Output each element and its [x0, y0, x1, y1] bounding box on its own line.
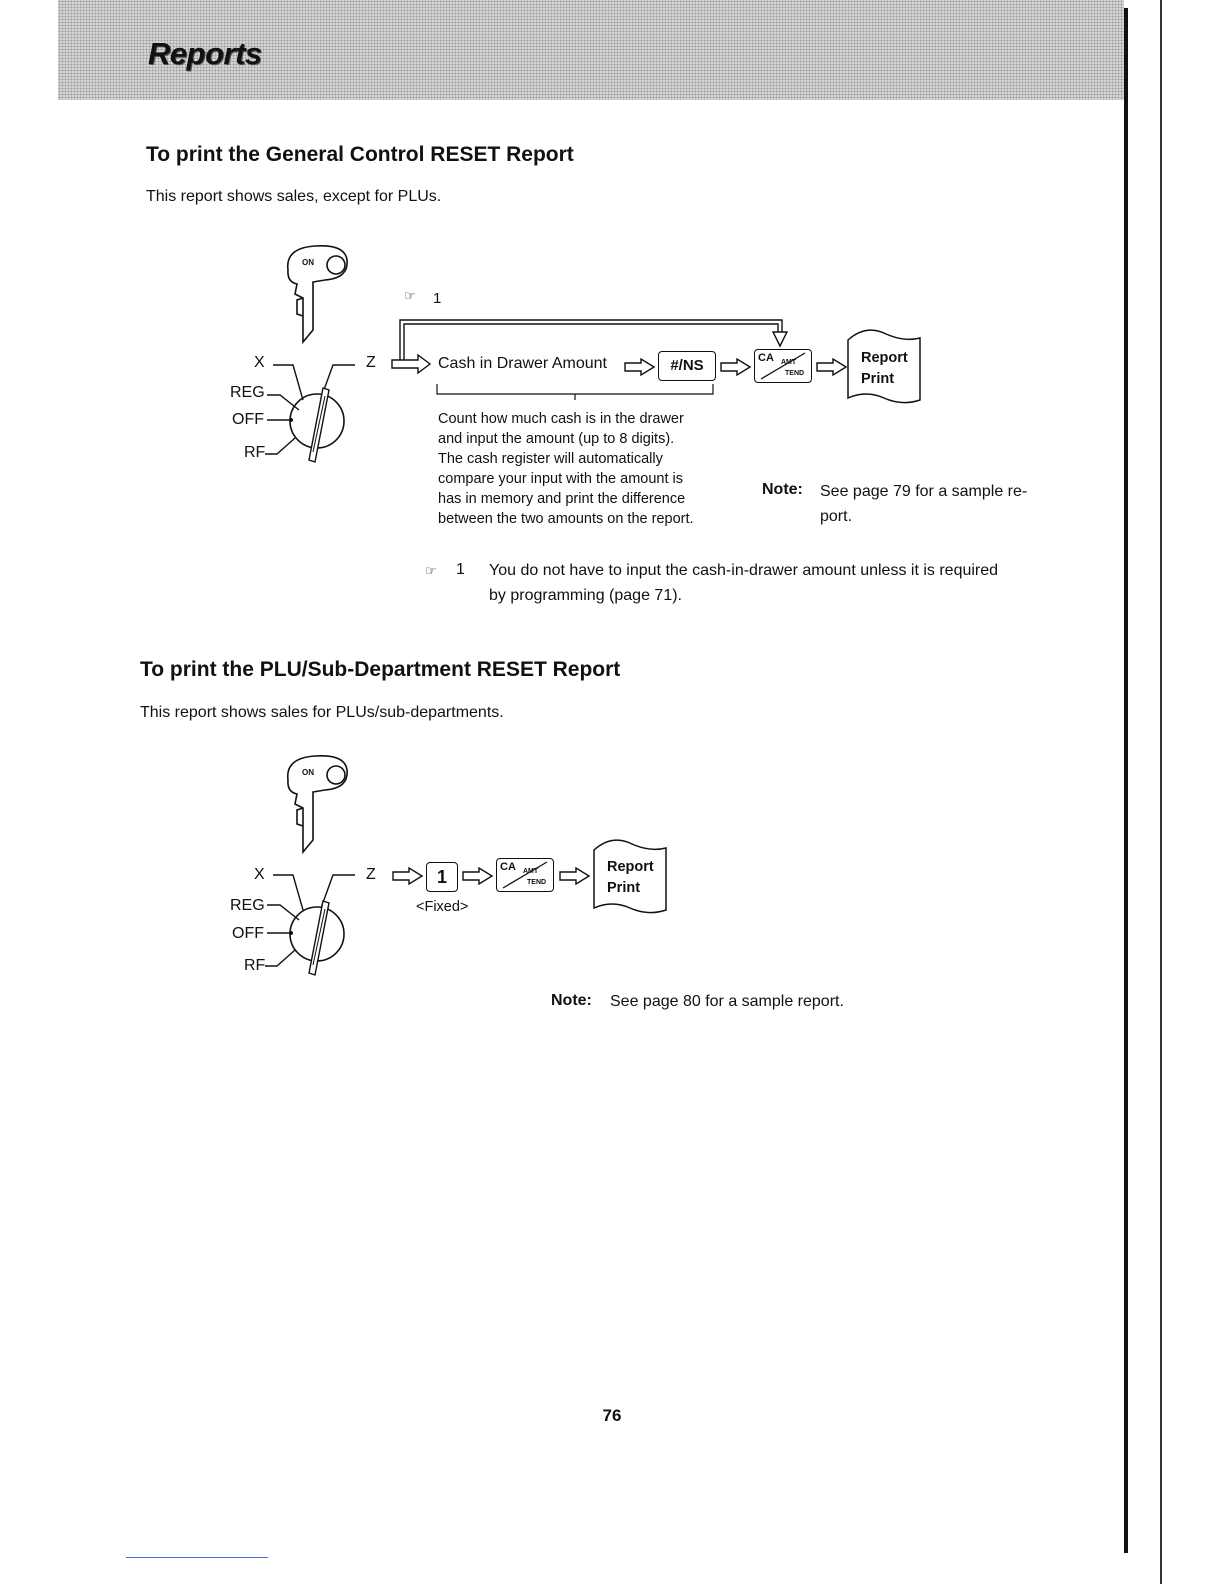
- switch-off-label: OFF: [232, 925, 264, 942]
- key-icon: [288, 246, 347, 342]
- switch-reg-label: REG: [230, 897, 265, 914]
- footnote-number: 1: [456, 561, 465, 578]
- explanation-bracket: [436, 382, 716, 400]
- arrow-right-icon: [392, 867, 424, 885]
- step-cash-in-drawer: Cash in Drawer Amount: [438, 355, 607, 372]
- switch-x-label: X: [254, 354, 265, 371]
- note-label-1: Note:: [762, 481, 803, 498]
- page-header-title: Reports: [148, 36, 262, 71]
- switch-z-label: Z: [366, 866, 376, 883]
- explanation-line-1: Count how much cash is in the drawer: [438, 411, 684, 427]
- reference-mark-1: 1: [433, 290, 442, 307]
- key-label-on-2: ON: [302, 768, 314, 777]
- arrow-right-icon: [720, 358, 752, 376]
- note-text-2: See page 80 for a sample report.: [610, 993, 844, 1010]
- explanation-line-5: has in memory and print the difference: [438, 491, 686, 507]
- arrow-right-icon: [624, 358, 656, 376]
- key-ca-label: CA: [500, 861, 516, 873]
- key-1-button[interactable]: 1: [426, 862, 458, 892]
- report-label-line2: Print: [861, 371, 895, 387]
- pointing-hand-icon: ☞: [404, 288, 416, 303]
- explanation-line-4: compare your input with the amount is: [438, 471, 684, 487]
- key-ca-amt-tend-button[interactable]: [754, 349, 812, 383]
- switch-rf-label: RF: [244, 444, 266, 461]
- right-edge-rule: [1160, 0, 1162, 1584]
- right-margin-rule: [1124, 8, 1128, 1553]
- page-number: 76: [602, 1406, 622, 1425]
- footnote-line-2: by programming (page 71).: [489, 587, 682, 604]
- key-tend-label: TEND: [527, 879, 547, 886]
- key-ca-label: CA: [758, 352, 774, 364]
- section2-intro: This report shows sales for PLUs/sub-departments.: [140, 704, 504, 721]
- explanation-line-6: between the two amounts on the report.: [438, 511, 694, 527]
- switch-off-label: OFF: [232, 411, 264, 428]
- key-ca-amt-tend-button[interactable]: [496, 858, 554, 892]
- fixed-label: <Fixed>: [416, 899, 469, 915]
- arrow-right-icon: [462, 867, 494, 885]
- mode-switch-diagram-2: [225, 748, 385, 978]
- note-label-2: Note:: [551, 992, 592, 1009]
- note-text-1-line2: port.: [820, 508, 853, 525]
- explanation-line-2: and input the amount (up to 8 digits).: [438, 431, 675, 447]
- pointing-hand-icon: ☞: [425, 563, 437, 578]
- report-label-line1: Report: [861, 350, 908, 366]
- key-amt-label: AMT: [523, 868, 539, 875]
- report-label-line2: Print: [607, 880, 641, 896]
- mode-switch-diagram-1: [225, 238, 385, 468]
- note-text-1-line1: See page 79 for a sample re-: [820, 483, 1028, 500]
- switch-reg-label: REG: [230, 384, 265, 401]
- switch-z-label: Z: [366, 354, 376, 371]
- switch-rf-label: RF: [244, 957, 266, 974]
- bottom-rule: [126, 1557, 268, 1558]
- key-label-on-1: ON: [302, 258, 314, 267]
- arrow-right-icon: [816, 358, 848, 376]
- section1-heading: To print the General Control RESET Report: [146, 143, 574, 166]
- section1-intro: This report shows sales, except for PLUs.: [146, 188, 442, 205]
- key-ns-button[interactable]: #/NS: [658, 351, 716, 381]
- section2-heading: To print the PLU/Sub-Department RESET Report: [140, 658, 621, 681]
- key-tend-label: TEND: [785, 370, 805, 377]
- explanation-line-3: The cash register will automatically: [438, 451, 663, 467]
- report-label-line1: Report: [607, 859, 654, 875]
- switch-x-label: X: [254, 866, 265, 883]
- arrow-right-icon: [559, 867, 591, 885]
- key-icon: [288, 756, 347, 852]
- footnote-line-1: You do not have to input the cash-in-drawer amount unless it is required: [489, 562, 999, 579]
- key-amt-label: AMT: [781, 359, 797, 366]
